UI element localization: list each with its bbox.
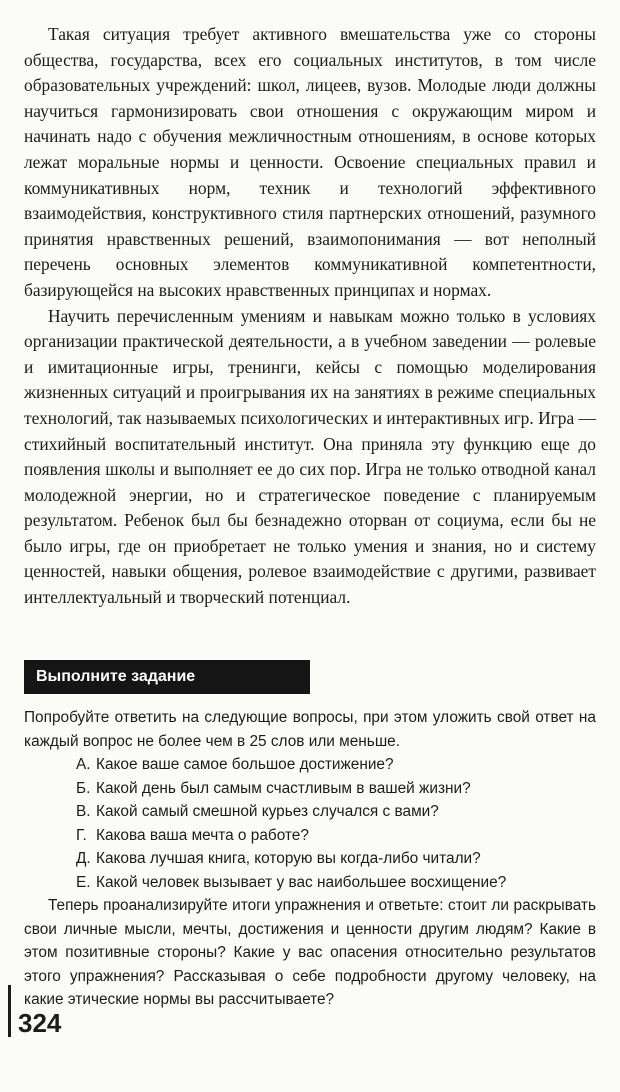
main-text [24,22,596,611]
question-list [24,753,596,894]
question-item [24,800,596,824]
paragraph-game: Научить перечисленным умениям и навыкам можно только в условиях организации практической деятельности, а в учебном заведении — ролевые и имитационные игры, тренинги, кейсы с помощью моделирования жизненных ситуаций и проигрывания их на занятиях в режиме специальных технологий, так называемых психологических и интерактивных игр. Игра — стихийный воспитательный институт. Она приняла эту функцию еще до появления школы и выполняет ее до сих пор. Игра не только отводной канал молодежной энергии, но и стратегическое поведение с планируемым результатом. Ребенок был бы безнадежно оторван от социума, если бы не было игры, где он приобретает не только умения и знания, но и систему ценностей, навыки общения, ролевое взаимодействие с другими, развивает интеллектуальный и творческий потенциал. [24,305,596,608]
task-outro: Теперь проанализируйте итоги упражнения и ответьте: стоит ли раскрывать свои личные мысли, мечты, достижения и ценности другим людям? Какие в этом позитивные стороны? Какие у вас опасения относительно результатов этого упражнения? Рассказывая о себе подробности другому человеку, на какие этические нормы вы рассчитываете? [24,897,596,1008]
question-text: Какой самый смешной курьез случался с вами? [96,803,439,820]
task-heading: Выполните задание [24,660,310,694]
question-item [24,824,596,848]
paragraph-society: Такая ситуация требует активного вмешательства уже со стороны общества, государства, всех его социальных институтов, в том числе образовательных учреждений: школ, лицеев, вузов. Молодые люди должны научиться гармонизировать свои отношения с окружающим миром и начинать надо с обучения межличностным отношениям, в основе которых лежат моральные нормы и ценности. Освоение специальных правил и коммуникативных норм, техник и технологий эффективного взаимодействия, конструктивного стиля партнерских отношений, разумного принятия нравственных решений, взаимопонимания — вот неполный перечень основных элементов коммуникативной компетентности, базирующейся на высоких нравственных принципах и нормах. [24,24,596,300]
question-text: Какова ваша мечта о работе? [96,826,309,844]
question-item [24,777,596,801]
question-letter: Д. [76,850,91,867]
question-letter: Г. [76,826,87,844]
question-item [24,871,596,895]
question-item [24,753,596,777]
question-text: Какое ваше самое большое достижение? [96,756,394,773]
question-text: Какой день был самым счастливым в вашей жизни? [96,779,471,797]
question-item [24,847,596,871]
question-text: Какой человек вызывает у вас наибольшее восхищение? [96,873,507,891]
question-letter: Б. [76,779,91,797]
question-letter: Е. [76,873,91,891]
task-body [24,706,596,1012]
question-text: Какова лучшая книга, которую вы когда-либо читали? [96,850,481,867]
question-letter: В. [76,803,91,820]
task-intro: Попробуйте ответить на следующие вопросы, при этом уложить свой ответ на каждый вопрос не более чем в 25 слов или меньше. [24,709,596,750]
page-number: 324 [18,1008,62,1038]
margin-rule [8,985,11,1037]
question-letter: А. [76,756,91,773]
